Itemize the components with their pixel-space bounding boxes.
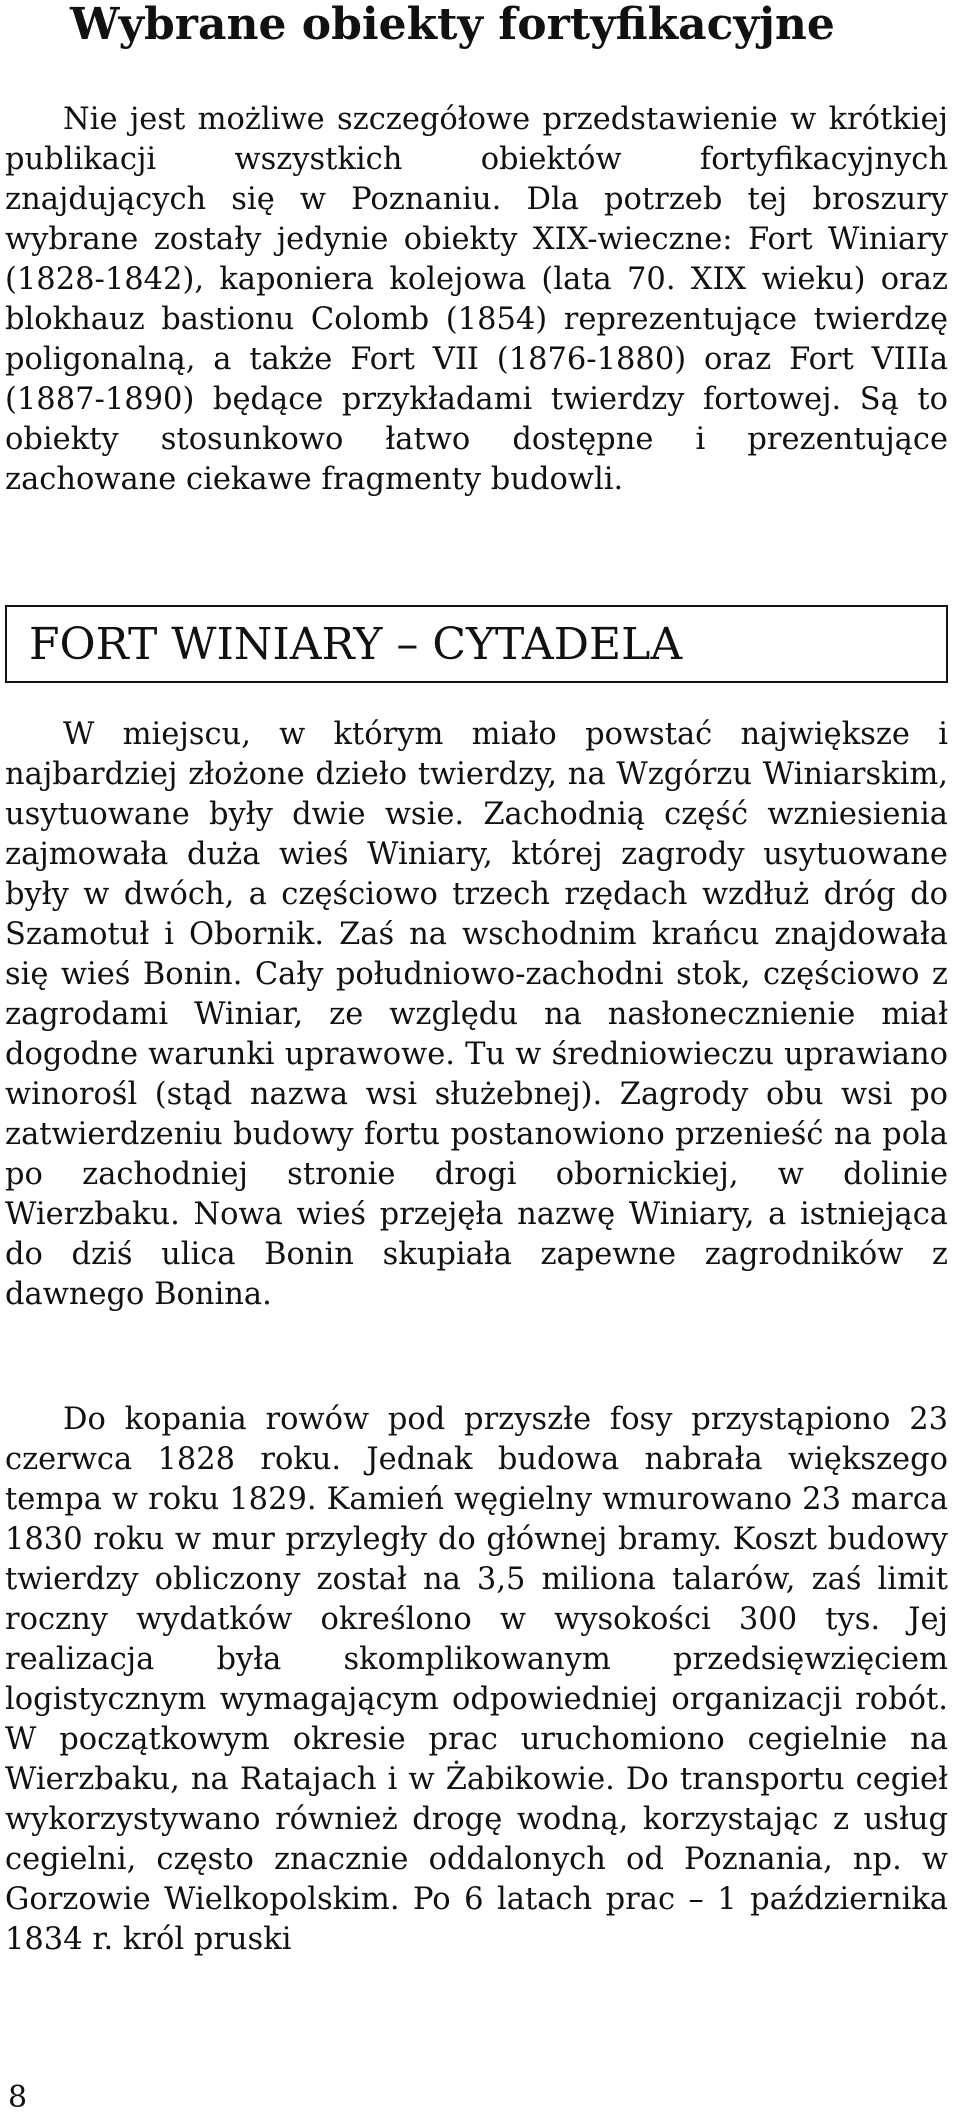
intro-text: Nie jest możliwe szczegółowe przedstawienie w krótkiej publikacji wszystkich obiektów fortyfikacyjnych znajdujących się w Poznaniu. Dla potrzeb tej broszury wybrane zostały jedynie obiekty XIX-wieczne: Fort Winiary (1828-1842), kaponiera kolejowa (lata 70. XIX wieku) oraz blokhauz bastionu Colomb (1854) reprezentujące twierdzę poligonalną, a także Fort VII (1876-1880) oraz Fort VIIIa (1887-1890) będące przykładami twierdzy fortowej. Są to obiekty stosunkowo łatwo dostępne i prezentujące zachowane ciekawe fragmenty budowli. — [5, 102, 948, 497]
intro-paragraph — [5, 100, 948, 500]
body-paragraph-text: Do kopania rowów pod przyszłe fosy przystąpiono 23 czerwca 1828 roku. Jednak budowa nabrała większego tempa w roku 1829. Kamień węgielny wmurowano 23 marca 1830 roku w mur przyległy do głównej bramy. Koszt budowy twierdzy obliczony został na 3,5 miliona talarów, zaś limit roczny wydatków określono w wysokości 300 tys. Jej realizacja była skomplikowanym przedsięwzięciem logistycznym wymagającym odpowiedniej organizacji robót. W początkowym okresie prac uruchomiono cegielnie na Wierzbaku, na Ratajach i w Żabikowie. Do transportu cegieł wykorzystywano również drogę wodną, korzystając z usług cegielni, często znacznie oddalonych od Poznania, np. w Gorzowie Wielkopolskim. Po 6 latach prac – 1 października 1834 r. król pruski — [5, 1402, 948, 1957]
section-heading: FORT WINIARY – CYTADELA — [29, 619, 683, 670]
page-number: 8 — [8, 2080, 28, 2115]
section-heading-box — [5, 605, 948, 683]
body-paragraph-text: W miejscu, w którym miało powstać największe i najbardziej złożone dzieło twierdzy, na Wzgórzu Winiarskim, usytuowane były dwie wsie. Zachodnią część wzniesienia zajmowała duża wieś Winiary, której zagrody usytuowane były w dwóch, a częściowo trzech rzędach wzdłuż dróg do Szamotuł i Obornik. Zaś na wschodnim krańcu znajdowała się wieś Bonin. Cały południowo-zachodni stok, częściowo z zagrodami Winiar, ze względu na nasłonecznienie miał dogodne warunki uprawowe. Tu w średniowieczu uprawiano winorośl (stąd nazwa wsi służebnej). Zagrody obu wsi po zatwierdzeniu budowy fortu postanowiono przenieść na pola po zachodniej stronie drogi obornickiej, w dolinie Wierzbaku. Nowa wieś przejęła nazwę Winiary, a istniejąca do dziś ulica Bonin skupiała zapewne zagrodników z dawnego Bonina. — [5, 717, 948, 1312]
body-paragraph — [5, 1400, 948, 1960]
body-paragraph — [5, 715, 948, 1315]
page-title: Wybrane obiekty fortyfikacyjne — [70, 0, 835, 50]
